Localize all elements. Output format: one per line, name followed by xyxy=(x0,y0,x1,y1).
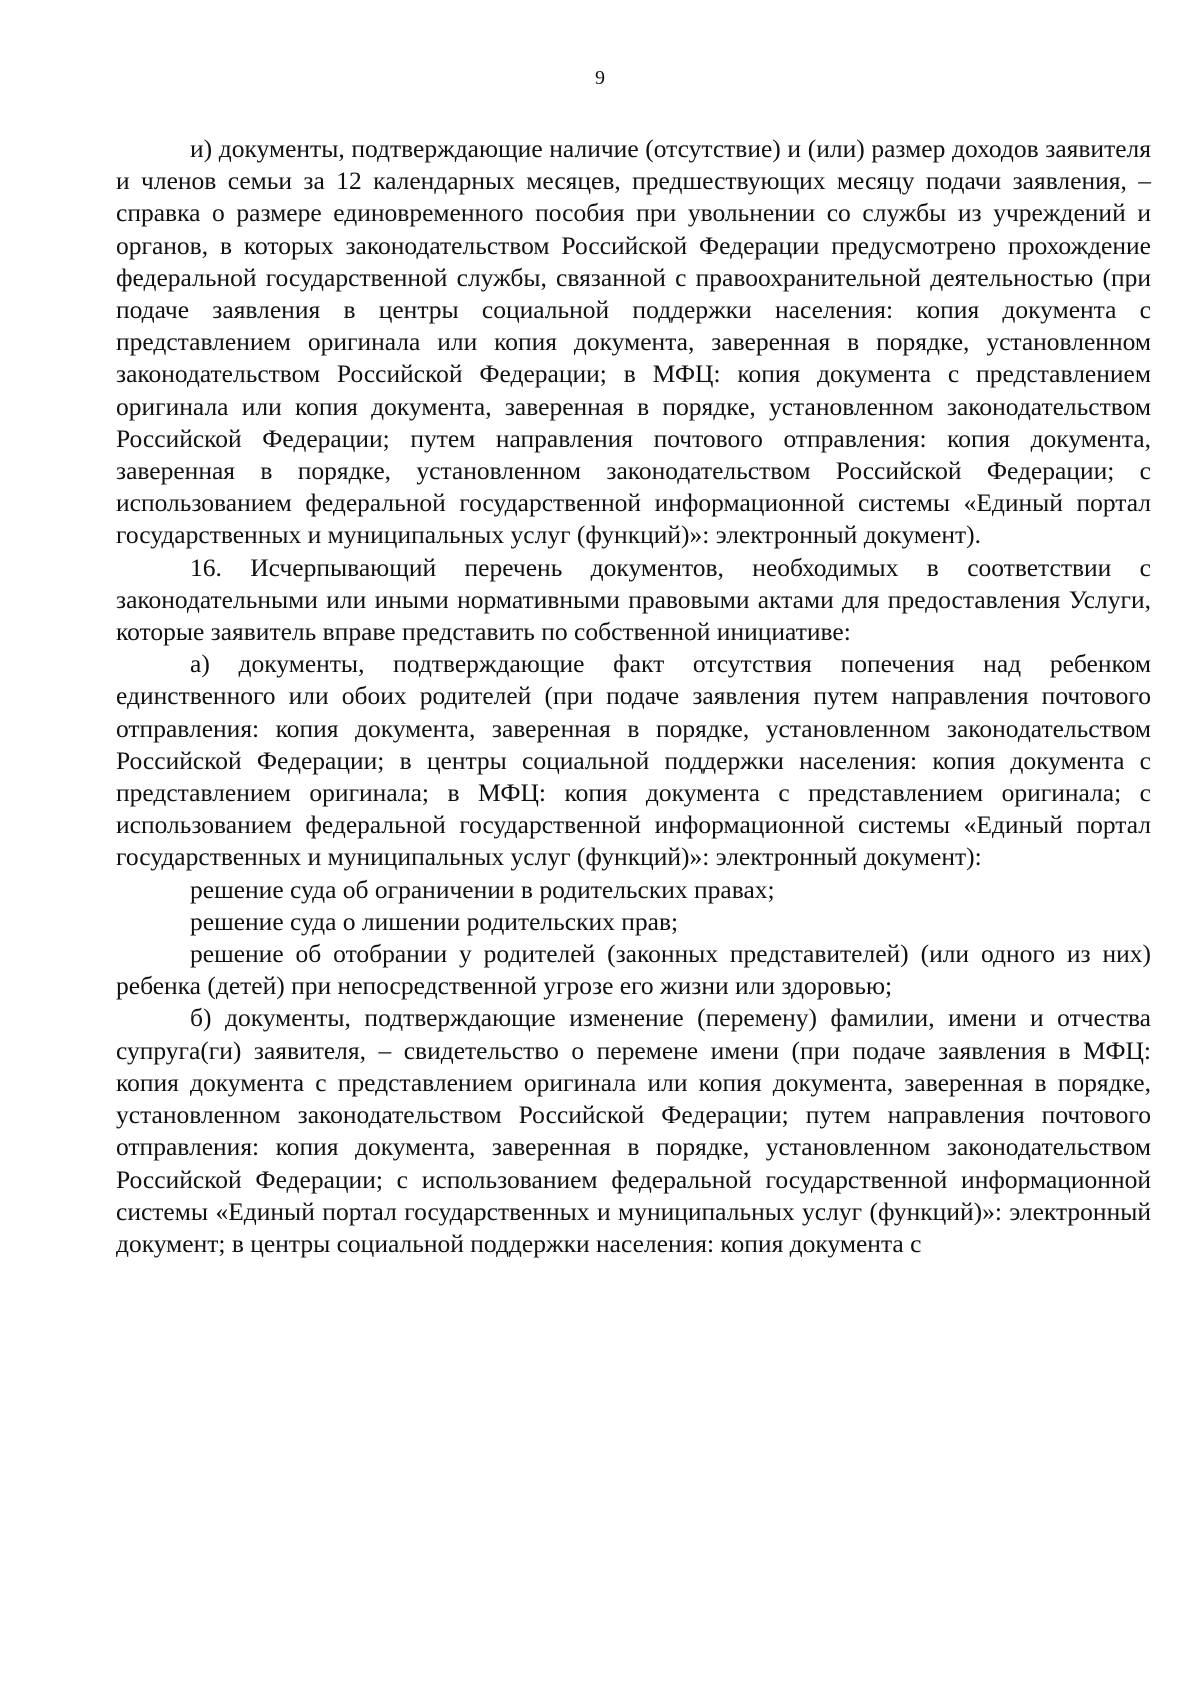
paragraph-item-b-name-change: б) документы, подтверждающие изменение (перемену) фамилии, имени и отчества супруга(ги) заявителя, – свидетельство о перемене имени (при подаче заявления в МФЦ: копия документа с представлением оригинала или копия документа, заверенная в порядке, установленном законодательством Российской Федерации; путем направления почтового отправления: копия документа, заверенная в порядке, установленном законодательством Российской Федерации; с использованием федеральной государственной информационной системы «Единый портал государственных и муниципальных услуг (функций)»: электронный документ; в центры социальной поддержки населения: копия документа с xyxy=(116,1003,1151,1258)
paragraph-child-removal: решение об отобрании у родителей (законных представителей) (или одного из них) ребенка (детей) при непосредственной угрозе его жизни или здоровью; xyxy=(116,939,1151,1001)
paragraph-16-documents-list: 16. Исчерпывающий перечень документов, необходимых в соответствии с законодательными или иными нормативными правовыми актами для предоставления Услуги, которые заявитель вправе представить по собственной инициативе: xyxy=(116,552,1151,647)
paragraph-item-i-income-documents: и) документы, подтверждающие наличие (отсутствие) и (или) размер доходов заявителя и членов семьи за 12 календарных месяцев, предшествующих месяцу подачи заявления, – справка о размере единовременного пособия при увольнении со службы из учреждений и органов, в которых законодательством Российской Федерации предусмотрено прохождение федеральной государственной службы, связанной с правоохранительной деятельностью (при подаче заявления в центры социальной поддержки населения: копия документа с представлением оригинала или копия документа, заверенная в порядке, установленном законодательством Российской Федерации; в МФЦ: копия документа с представлением оригинала или копия документа, заверенная в порядке, установленном законодательством Российской Федерации; путем направления почтового отправления: копия документа, заверенная в порядке, установленном законодательством Российской Федерации; с использованием федеральной государственной информационной системы «Единый портал государственных и муниципальных услуг (функций)»: электронный документ). xyxy=(116,134,1151,550)
page-number: 9 xyxy=(595,67,605,89)
document-body xyxy=(116,133,1151,1260)
paragraph-item-a-no-parental-care: а) документы, подтверждающие факт отсутствия попечения над ребенком единственного или обоих родителей (при подаче заявления путем направления почтового отправления: копия документа, заверенная в порядке, установленном законодательством Российской Федерации; в центры социальной поддержки населения: копия документа с представлением оригинала; в МФЦ: копия документа с представлением оригинала; с использованием федеральной государственной информационной системы «Единый портал государственных и муниципальных услуг (функций)»: электронный документ): xyxy=(116,649,1151,872)
paragraph-court-restriction: решение суда об ограничении в родительских правах; xyxy=(190,874,775,904)
paragraph-court-deprivation: решение суда о лишении родительских прав; xyxy=(190,906,679,936)
